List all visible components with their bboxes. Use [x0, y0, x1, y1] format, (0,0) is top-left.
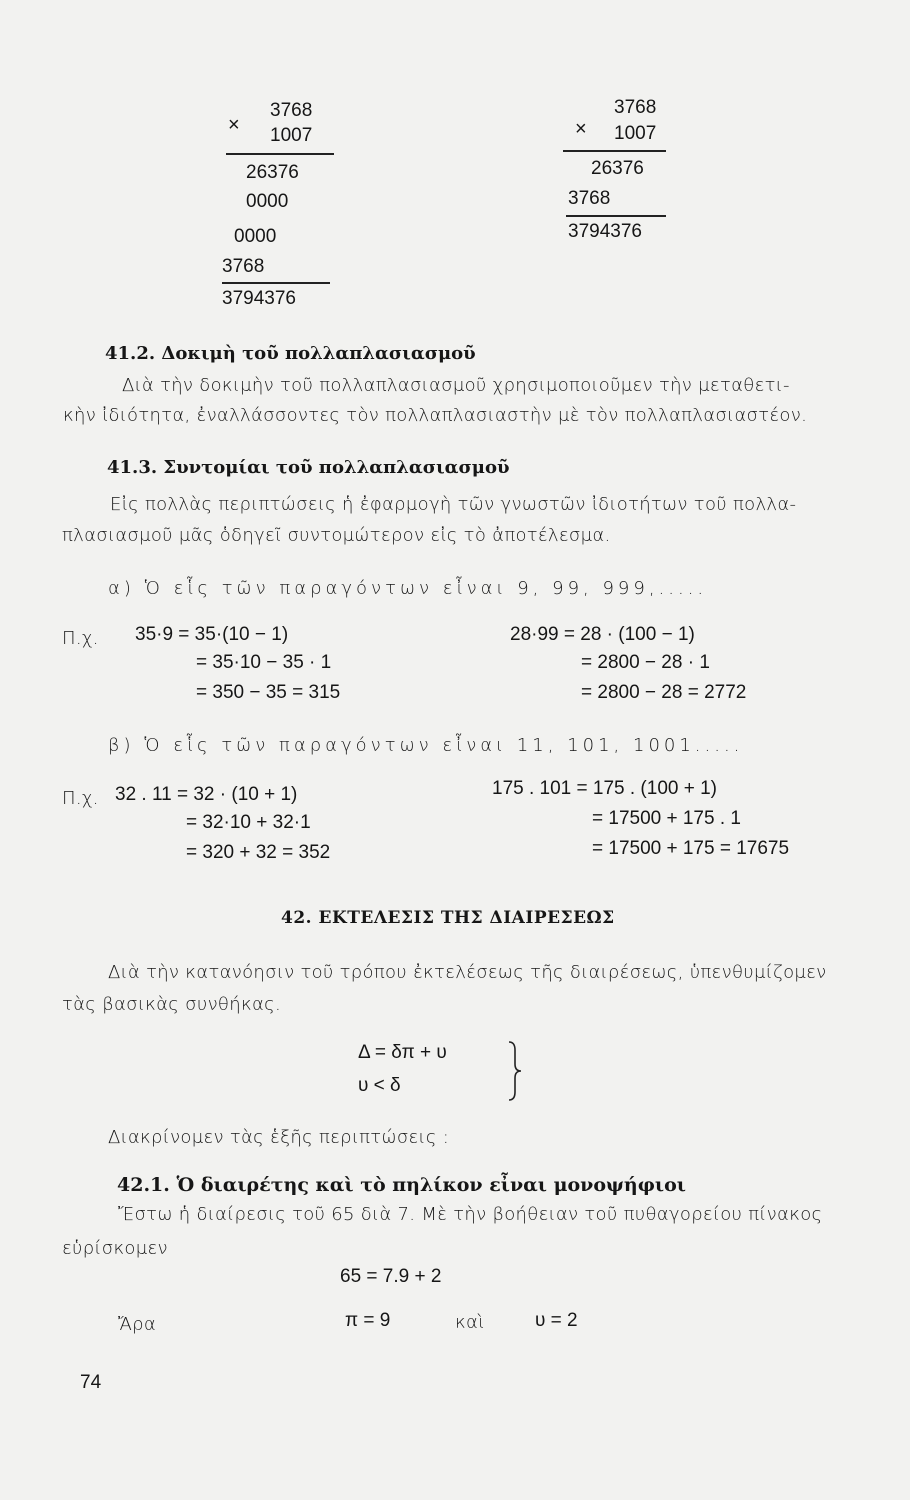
quotient: π = 9 [345, 1310, 391, 1331]
paragraph-line: εὑρίσκομεν [62, 1238, 168, 1259]
equation-line: = 32·10 + 32·1 [186, 812, 311, 833]
and-word: καὶ [455, 1312, 485, 1333]
rule [563, 150, 666, 152]
section-heading-42: 42. ΕΚΤΕΛΕΣΙΣ ΤΗΣ ΔΙΑΙΡΕΣΕΩΣ [281, 908, 615, 928]
example-label: Π.χ. [62, 628, 99, 649]
partial-product: 26376 [591, 158, 644, 179]
equation-line: = 2800 − 28 · 1 [581, 652, 710, 673]
equation-line: = 2800 − 28 = 2772 [581, 682, 747, 703]
partial-product: 0000 [246, 191, 289, 212]
mult-line: 3768 [270, 100, 313, 121]
mult-line: 1007 [270, 125, 313, 146]
mult-line: 3768 [614, 97, 657, 118]
equation-line: = 350 − 35 = 315 [196, 682, 341, 703]
equation-line: 32 . 11 = 32 · (10 + 1) [115, 784, 298, 805]
paragraph-line: Εἰς πολλὰς περιπτώσεις ἡ ἐφαρμογὴ τῶν γνωστῶν ἰδιοτήτων τοῦ πολλα- [110, 494, 797, 515]
paragraph-line: Ἔστω ἡ διαίρεσις τοῦ 65 διὰ 7. Μὲ τὴν βοήθειαν τοῦ πυθαγορείου πίνακος [118, 1204, 823, 1225]
equation-line: = 35·10 − 35 · 1 [196, 652, 332, 673]
times-sign: × [228, 114, 240, 136]
partial-product: 3768 [568, 188, 611, 209]
ara-label: Ἄρα [118, 1314, 157, 1335]
equation-line: = 17500 + 175 = 17675 [592, 838, 790, 859]
curly-brace [505, 1040, 525, 1102]
section-heading-41-2: 41.2. Δοκιμὴ τοῦ πολλαπλασιασμοῦ [105, 343, 476, 364]
equation-line: 175 . 101 = 175 . (100 + 1) [492, 778, 718, 799]
rule [566, 215, 666, 217]
partial-product: 0000 [234, 226, 277, 247]
paragraph-line: Διακρίνομεν τὰς ἑξῆς περιπτώσεις : [108, 1127, 450, 1148]
partial-product: 26376 [246, 162, 299, 183]
mult-result: 3794376 [568, 221, 642, 242]
equation-line: = 17500 + 175 . 1 [592, 808, 741, 829]
paragraph-line: κὴν ἰδιότητα, ἐναλλάσσοντες τὸν πολλαπλασιαστὴν μὲ τὸν πολλαπλασιαστέον. [63, 405, 808, 426]
section-heading-41-3: 41.3. Συντομίαι τοῦ πολλαπλασιασμοῦ [107, 457, 510, 478]
case-b-label: β) Ὁ εἷς τῶν παραγόντων εἶναι 11, 101, 1001..... [108, 735, 744, 756]
section-heading-42-1: 42.1. Ὁ διαιρέτης καὶ τὸ πηλίκον εἶναι μονοψήφιοι [117, 1174, 686, 1196]
paragraph-line: Διὰ τὴν κατανόησιν τοῦ τρόπου ἐκτελέσεως τῆς διαιρέσεως, ὑπενθυμίζομεν [108, 962, 827, 983]
equation-line: 28·99 = 28 · (100 − 1) [510, 624, 695, 645]
example-label: Π.χ. [62, 788, 99, 809]
rule [226, 153, 334, 155]
condition-equation: Δ = δπ + υ [358, 1042, 447, 1063]
times-sign: × [575, 118, 587, 140]
partial-product: 3768 [222, 256, 265, 277]
rule [222, 282, 330, 284]
division-equation: 65 = 7.9 + 2 [340, 1266, 442, 1287]
paragraph-line: Διὰ τὴν δοκιμὴν τοῦ πολλαπλασιασμοῦ χρησιμοποιοῦμεν τὴν μεταθετι- [122, 375, 790, 396]
paragraph-line: τὰς βασικὰς συνθήκας. [62, 994, 281, 1015]
mult-result: 3794376 [222, 288, 296, 309]
paragraph-line: πλασιασμοῦ μᾶς ὁδηγεῖ συντομώτερον εἰς τὸ ἀποτέλεσμα. [62, 525, 611, 546]
mult-line: 1007 [614, 123, 657, 144]
case-a-label: α) Ὁ εἷς τῶν παραγόντων εἶναι 9, 99, 999,..... [108, 578, 708, 599]
equation-line: 35·9 = 35·(10 − 1) [135, 624, 289, 645]
equation-line: = 320 + 32 = 352 [186, 842, 331, 863]
page-number: 74 [80, 1372, 102, 1393]
condition-equation: υ < δ [358, 1075, 401, 1096]
remainder: υ = 2 [535, 1310, 578, 1331]
